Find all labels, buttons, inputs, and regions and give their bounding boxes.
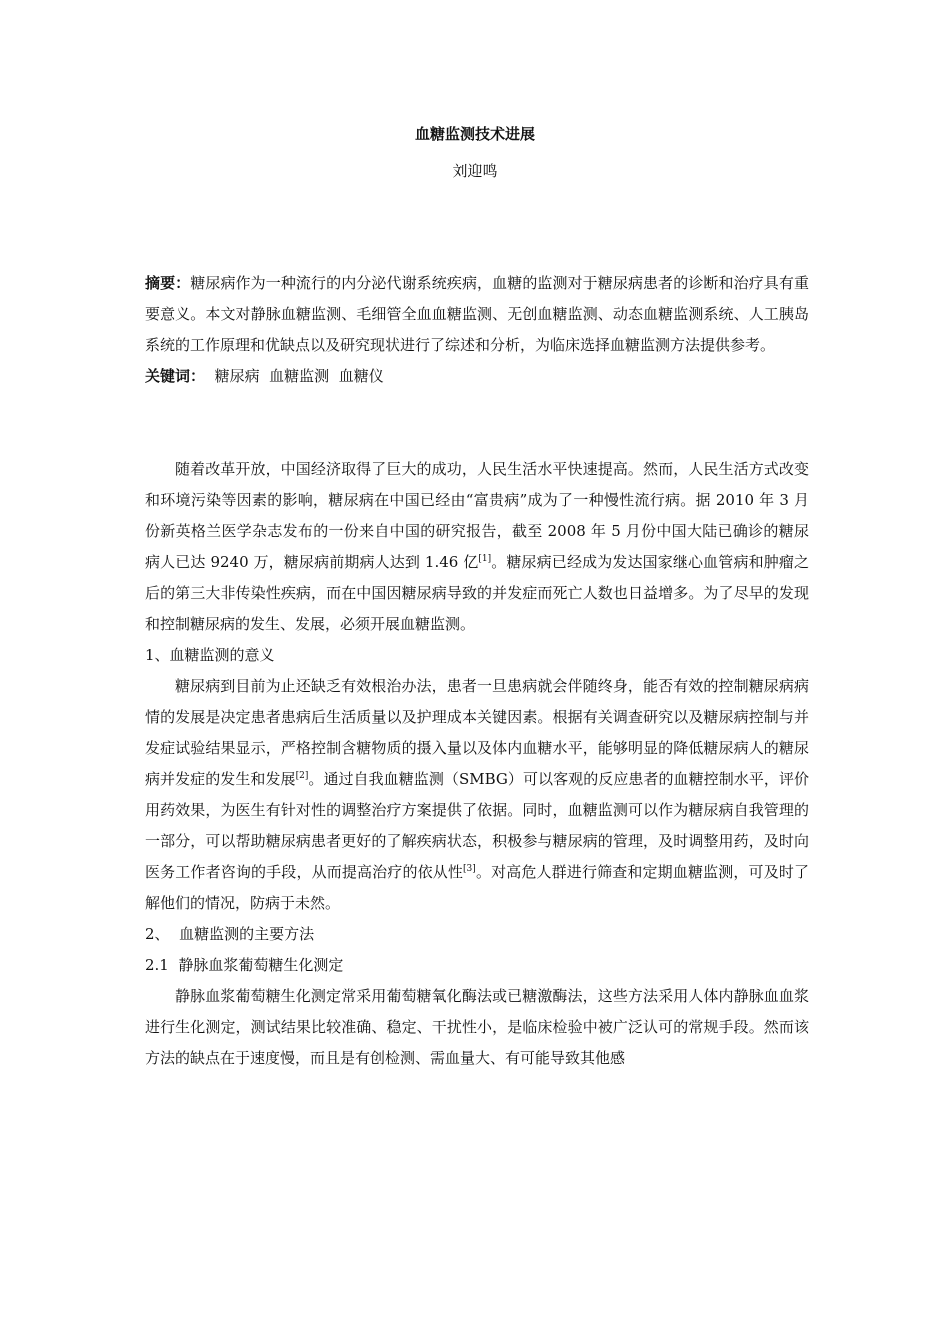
keyword: 糖尿病 [214,367,260,385]
keywords-line [145,361,809,392]
spacer [145,392,809,454]
keyword: 血糖仪 [338,367,384,385]
section1-paragraph [145,671,809,919]
intro-paragraph [145,454,809,640]
keyword: 血糖监测 [269,367,330,385]
section-heading: 2、 血糖监测的主要方法 [145,925,315,943]
citation-ref: [1] [478,554,492,564]
intro-text: 。糖尿病已经成为发达国家继心血管病和肿瘤之后的第三大非传染性疾病，而在中国因糖尿病导致的并发症而死亡人数也日益增多。为了尽早的发现和控制糖尿病的发生、发展，必须开展血糖监测。 [145,553,809,633]
paper-title: 血糖监测技术进展 [414,125,535,143]
abstract-paragraph [145,268,809,361]
abstract-text: 糖尿病作为一种流行的内分泌代谢系统疾病，血糖的监测对于糖尿病患者的诊断和治疗具有重要意义。本文对静脉血糖监测、毛细管全血血糖监测、无创血糖监测、动态血糖监测系统、人工胰岛系统的工作原理和优缺点以及研究现状进行了综述和分析，为临床选择血糖监测方法提供参考。 [145,274,809,354]
abstract-label: 摘要： [145,274,191,292]
intro-text: 随着改革开放，中国经济取得了巨大的成功，人民生活水平快速提高。然而，人民生活方式改变和环境污染等因素的影响，糖尿病在中国已经由“富贵病”成为了一种慢性流行病。据 2010 年 3 月份新英格兰医学杂志发布的一份来自中国的研究报告，截至 2008 年 5 月份中国大陆已确诊的糖尿病人已达 9240 万，糖尿病前期病人达到 1.46 亿 [145,460,809,571]
paper-body [145,268,809,1074]
section2-1-paragraph: 静脉血浆葡萄糖生化测定常采用葡萄糖氧化酶法或已糖激酶法，这些方法采用人体内静脉血血浆进行生化测定，测试结果比较准确、稳定、干扰性小，是临床检验中被广泛认可的常规手段。然而该方法的缺点在于速度慢，而且是有创检测、需血量大、有可能导致其他感 [145,987,809,1067]
body-text: 。对高危人群进行筛查和定期血糖监测，可及时了解他们的情况，防病于未然。 [145,863,809,912]
subsection-heading: 2.1 静脉血浆葡萄糖生化测定 [145,956,344,974]
body-text: 糖尿病到目前为止还缺乏有效根治办法，患者一旦患病就会伴随终身，能否有效的控制糖尿病病情的发展是决定患者患病后生活质量以及护理成本关键因素。根据有关调查研究以及糖尿病控制与并发症试验结果显示，严格控制含糖物质的摄入量以及体内血糖水平，能够明显的降低糖尿病人的糖尿病并发症的发生和发展 [145,677,809,788]
paper-author: 刘迎鸣 [452,162,498,180]
keywords-label: 关键词： [145,367,206,385]
section-heading: 1、血糖监测的意义 [145,646,275,664]
citation-ref: [2] [295,771,309,781]
body-text: 。通过自我血糖监测（SMBG）可以客观的反应患者的血糖控制水平，评价用药效果，为医生有针对性的调整治疗方案提供了依据。同时，血糖监测可以作为糖尿病自我管理的一部分，可以帮助糖尿病患者更好的了解疾病状态，积极参与糖尿病的管理，及时调整用药，及时向医务工作者咨询的手段，从而提高治疗的依从性 [145,770,809,881]
citation-ref: [3] [463,864,476,874]
